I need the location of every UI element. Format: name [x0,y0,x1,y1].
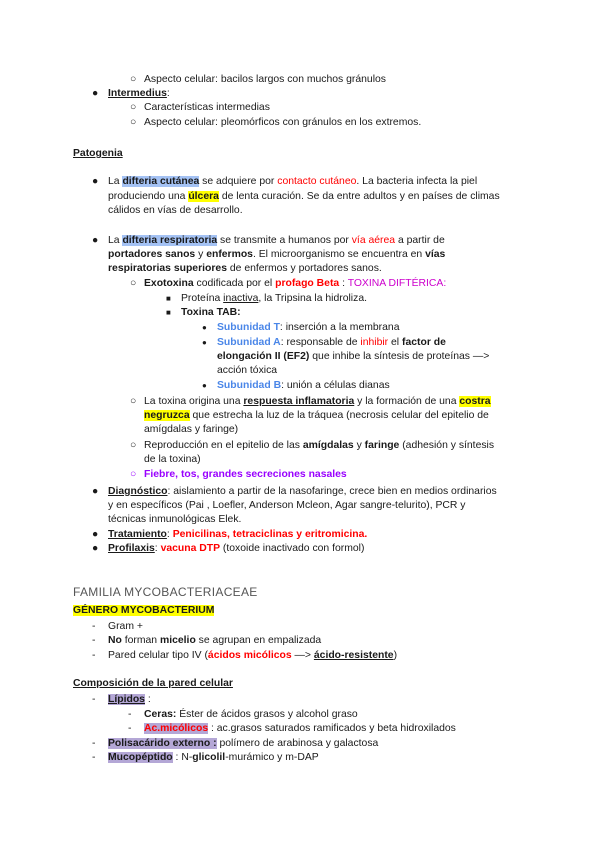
highlight-term: GÉNERO MYCOBACTERIUM [73,605,215,616]
text: se transmite a humanos por [217,235,352,246]
blue-term: Subunidad B [217,380,282,391]
text: que inhibe la síntesis de proteínas —> [309,351,490,362]
text: cálidos en vías de desarrollo. [108,205,243,216]
text: Características intermedias [144,102,270,113]
red-term: vacuna DTP [160,543,221,554]
text: forman [121,635,160,646]
text: que estrecha la luz de la tráquea (necrosis celular del epitelio de [189,410,489,421]
bullet-dot: ● [92,235,99,246]
bullet-dot: ● [202,381,207,390]
bullet-circle: ○ [130,469,137,480]
text: : responsable de [280,337,361,348]
text: : [339,278,348,289]
text-line [108,751,319,764]
bold-term: No [108,635,122,646]
bullet-square: ■ [166,308,171,317]
text-line [108,693,151,706]
bold-term: portadores sanos [108,249,196,260]
text: : aislamiento a partir de la nasofaringe, crece bien en medios ordinarios [167,486,497,497]
bullet-circle: ○ [130,440,137,451]
text: de la toxina) [144,454,201,465]
purple-term: Fiebre, tos, grandes secreciones nasales [144,469,347,480]
text: La toxina origina una [144,396,244,407]
text-line [217,336,446,349]
bullet-dot: ● [92,529,99,540]
bullet-circle: ○ [130,278,137,289]
text: : unión a células dianas [281,380,390,391]
text: Intermedius [108,88,167,99]
text: ) [393,650,398,661]
text-line [217,350,489,363]
text-line [108,528,367,541]
text: y [353,440,365,451]
bold-term: Profilaxis [108,543,155,554]
bold-term: Ceras: [144,709,177,720]
text: : [166,529,173,540]
bullet-circle: ○ [130,74,137,85]
text: se adquiere por [199,176,278,187]
highlight-term: Mucopéptido [108,752,173,763]
text: se agrupan en empalizada [195,635,322,646]
text-line [144,722,456,735]
text-line [217,364,277,377]
text: —> [291,650,314,661]
text-line [181,292,367,305]
text: : [154,543,161,554]
text-line [108,620,143,633]
text: . La bacteria infecta la piel [356,176,478,187]
bold-term: Tratamiento [108,529,167,540]
red-term: inhibir [360,337,389,348]
text: Aspecto celular: pleomórficos con gránulos en los extremos. [144,117,422,128]
family-heading: FAMILIA MYCOBACTERIACEAE [73,585,258,599]
highlight-term: costra [459,396,491,407]
bold-term: respuesta inflamatoria [243,396,355,407]
text: (toxoide inactivado con formol) [220,543,365,554]
text-line [144,708,358,721]
text-line [108,190,500,203]
text-line [217,321,399,334]
text: La [108,235,123,246]
red-term: contacto cutáneo [277,176,357,187]
highlight-term: Polisacárido externo : [108,738,217,749]
underlined-term: inactiva [223,293,259,304]
text-line [144,395,491,408]
text: Pared celular tipo IV ( [108,650,208,661]
red-term: profago Beta [275,278,340,289]
highlight-term: negruzca [144,410,190,421]
bullet-dash: - [92,621,96,632]
highlight-term: Lípidos [108,694,145,705]
bold-term: faringe [364,440,400,451]
text: técnicas inmunológicas Elek. [108,514,242,525]
bold-term: micelio [159,635,196,646]
text: acción tóxica [217,365,278,376]
text-line [108,204,243,217]
text-line [108,175,477,188]
text: y en específicos (Pai , Loefler, Anderson Mcleon, Agar sangre-telurito), PCR y [108,500,466,511]
text-line [181,306,241,319]
section-heading: Patogenia [73,148,123,159]
text: : [144,694,151,705]
text: polímero de arabinosa y galactosa [216,738,379,749]
text: a partir de [395,235,445,246]
highlight-term: Ac.micólicos [144,723,209,734]
text-line [144,116,421,129]
bold-term: Diagnóstico [108,486,168,497]
bullet-square: ■ [166,294,171,303]
bullet-dash: - [92,694,96,705]
text: Toxina TAB: [181,307,241,318]
text-line [144,468,347,481]
text-line [144,423,238,436]
text-line [144,409,489,422]
bullet-dot: ● [92,486,99,497]
text: de enfermos y portadores sanos. [226,263,382,274]
text: (adhesión y síntesis [399,440,495,451]
text: produciendo una [108,191,189,202]
text: y [195,249,207,260]
highlight-term: úlcera [188,191,219,202]
bullet-dot: ● [92,543,99,554]
text-line [144,101,270,114]
bullet-circle: ○ [130,102,137,113]
red-term: ácidos micólicos [207,650,292,661]
section-heading: Composición de la pared celular [73,678,233,689]
magenta-term: TOXINA DIFTÉRICA: [347,278,447,289]
blue-term: Subunidad A [217,337,281,348]
text-line [108,649,397,662]
text: . El microorganismo se encuentra en [252,249,426,260]
text-line [144,453,201,466]
genus-heading [73,604,214,617]
bold-term: respiratorias superiores [108,263,227,274]
text: Éster de ácidos grasos y alcohol graso [176,709,358,720]
text: : ac.grasos saturados ramificados y beta hidroxilados [208,723,456,734]
text: La [108,176,123,187]
text: : inserción a la membrana [279,322,400,333]
text: Reproducción en el epitelio de las [144,440,303,451]
text-line [108,485,497,498]
bullet-dash: - [128,709,132,720]
text-line [217,379,390,392]
text-line [144,277,446,290]
bullet-dot: ● [92,88,99,99]
text-line [108,262,382,275]
text-line [144,439,494,452]
bold-term: vías [425,249,446,260]
text-line [108,87,170,100]
bold-term: factor de [402,337,446,348]
text-line [144,73,386,86]
text: : [166,88,170,99]
text-line [108,248,445,261]
text: el [388,337,403,348]
text: Proteína [181,293,224,304]
text-line [108,499,466,512]
bullet-circle: ○ [130,117,137,128]
text: codificada por el [193,278,276,289]
text-line [108,634,321,647]
blue-term: Subunidad T [217,322,280,333]
text: y la formación de una [354,396,460,407]
red-term: Penicilinas, tetraciclinas y eritromicina. [172,529,368,540]
bold-term: glicolil [192,752,226,763]
bullet-dash: - [92,650,96,661]
text: Aspecto celular: bacilos largos con muchos gránulos [144,74,386,85]
bullet-dot: ● [202,323,207,332]
bold-term: elongación II (EF2) [217,351,310,362]
text: de lenta curación. Se da entre adultos y en países de climas [218,191,500,202]
bullet-circle: ○ [130,396,137,407]
highlight-term: difteria respiratoria [122,235,218,246]
bullet-dash: - [128,723,132,734]
bold-term: enfermos [206,249,253,260]
bullet-dash: - [92,738,96,749]
text: : N- [172,752,193,763]
text: amígdalas y faringe) [144,424,239,435]
text: Gram + [108,621,143,632]
bold-term: amígdalas [302,440,354,451]
bold-term: ácido-resistente [313,650,394,661]
bullet-dash: - [92,752,96,763]
bold-term: Exotoxina [144,278,194,289]
bullet-dot: ● [92,176,99,187]
text: , la Tripsina la hidroliza. [258,293,367,304]
text: -murámico y m-DAP [225,752,319,763]
red-term: vía aérea [351,235,396,246]
text-line [108,737,378,750]
text-line [108,234,445,247]
bullet-dash: - [92,635,96,646]
highlight-term: difteria cutánea [122,176,200,187]
text-line [108,542,364,555]
text-line [108,513,241,526]
bullet-dot: ● [202,338,207,347]
